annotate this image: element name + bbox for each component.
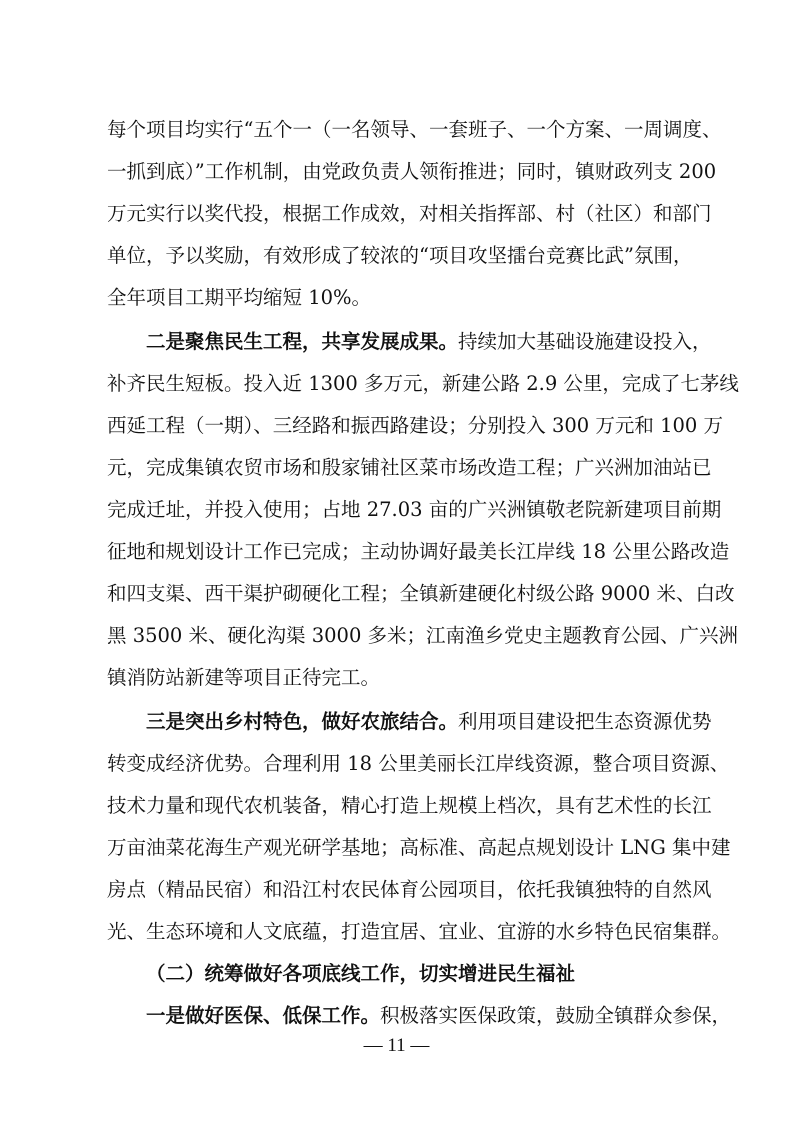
section-heading: （二）统筹做好各项底线工作，切实增进民生福祉 (146, 962, 576, 985)
paragraph-line: 补齐民生短板。投入近 1300 多万元，新建公路 2.9 公里，完成了七茅线 (107, 372, 739, 395)
paragraph-line: 黑 3500 米、硬化沟渠 3000 多米；江南渔乡党史主题教育公园、广兴洲 (107, 624, 739, 647)
paragraph-line: 全年项目工期平均缩短 10%。 (107, 286, 372, 309)
paragraph-line: 单位，予以奖励，有效形成了较浓的“项目攻坚擂台竞赛比武”氛围， (107, 244, 693, 267)
paragraph-line: 和四支渠、西干渠护砌硬化工程；全镇新建硬化村级公路 9000 米、白改 (107, 582, 735, 605)
paragraph-line: 万亩油菜花海生产观光研学基地；高标准、高起点规划设计 LNG 集中建 (107, 836, 731, 859)
paragraph-line: 西延工程（一期）、三经路和振西路建设；分别投入 300 万元和 100 万 (107, 414, 723, 437)
paragraph-line: 每个项目均实行“五个一（一名领导、一套班子、一个方案、一周调度、 (107, 118, 722, 141)
paragraph-lead: 二是聚焦民生工程，共享发展成果。 (146, 330, 459, 353)
paragraph-line: 转变成经济优势。合理利用 18 公里美丽长江岸线资源，整合项目资源、 (107, 752, 730, 775)
paragraph-line: 完成迁址，并投入使用；占地 27.03 亩的广兴洲镇敬老院新建项目前期 (107, 498, 722, 521)
paragraph-line: 征地和规划设计工作已完成；主动协调好最美长江岸线 18 公里公路改造 (107, 540, 730, 563)
paragraph-line: 万元实行以奖代投，根据工作成效，对相关指挥部、村（社区）和部门 (107, 202, 712, 225)
paragraph-text: 积极落实医保政策，鼓励全镇群众参保， (380, 1004, 732, 1027)
paragraph-line: 光、生态环境和人文底蕴，打造宜居、宜业、宜游的水乡特色民宿集群。 (107, 920, 732, 943)
paragraph-first-line (146, 1002, 732, 1030)
paragraph-line: 元，完成集镇农贸市场和殷家铺社区菜市场改造工程；广兴洲加油站已 (107, 456, 712, 479)
paragraph-line: 镇消防站新建等项目正待完工。 (107, 666, 381, 689)
paragraph-text: 利用项目建设把生态资源优势 (458, 710, 712, 733)
paragraph-lead: 一是做好医保、低保工作。 (146, 1004, 381, 1027)
page-number: — 11 — (363, 1035, 430, 1056)
paragraph-line: 一抓到底）”工作机制，由党政负责人领衔推进；同时，镇财政列支 200 (107, 160, 717, 183)
paragraph-first-line (146, 328, 712, 356)
paragraph-text: 持续加大基础设施建设投入， (458, 330, 712, 353)
paragraph-first-line (146, 708, 712, 736)
paragraph-lead: 三是突出乡村特色，做好农旅结合。 (146, 710, 459, 733)
paragraph-line: 房点（精品民宿）和沿江村农民体育公园项目，依托我镇独特的自然风 (107, 878, 712, 901)
paragraph-line: 技术力量和现代农机装备，精心打造上规模上档次，具有艺术性的长江 (107, 794, 712, 817)
